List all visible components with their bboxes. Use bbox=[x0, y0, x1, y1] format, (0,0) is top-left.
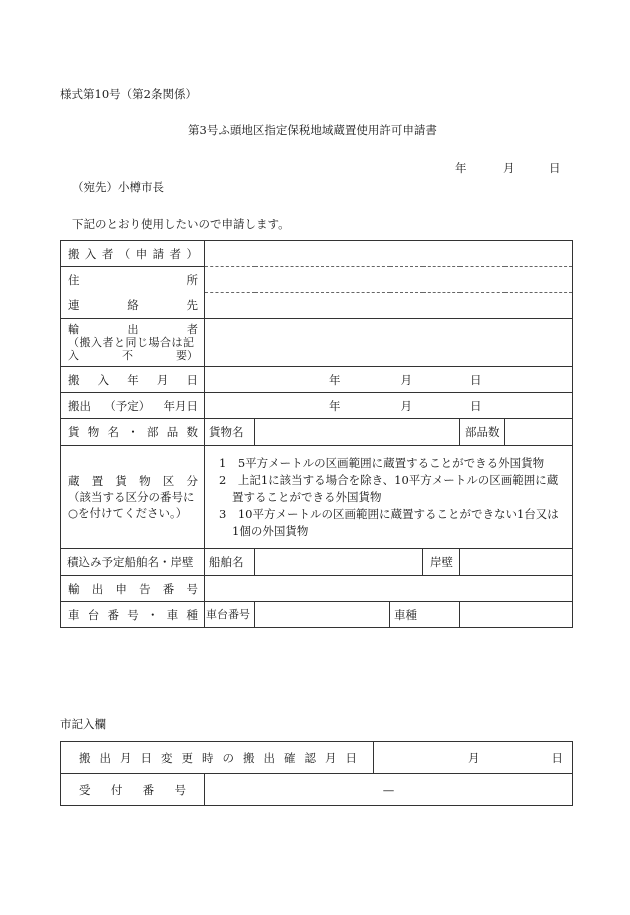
date-day: 日 bbox=[549, 161, 561, 175]
vehicle-label: 車 台 番 号 ・ 車 種 bbox=[61, 602, 205, 628]
applicant-input[interactable] bbox=[205, 241, 573, 267]
carry-out-confirm-label: 搬 出 月 日 変 更 時 の 搬 出 確 認 月 日 bbox=[61, 742, 374, 774]
date-month: 月 bbox=[503, 161, 515, 175]
carry-out-date-label: 搬出 （予定） 年月日 bbox=[61, 393, 205, 419]
goods-name-cell: 貨物名 bbox=[205, 419, 255, 446]
ship-name-cell: 船舶名 bbox=[205, 549, 255, 576]
exporter-input[interactable] bbox=[205, 319, 573, 367]
parts-count-cell: 部品数 bbox=[460, 419, 505, 446]
city-section-title: 市記入欄 bbox=[60, 717, 106, 731]
page-title: 第3号ふ頭地区指定保税地域蔵置使用許可申請書 bbox=[188, 123, 437, 137]
address-label: 住 所 bbox=[61, 267, 205, 293]
vehicle-type-input[interactable] bbox=[460, 602, 573, 628]
storage-category-label: 蔵 置 貨 物 区 分 （該当する区分の番号に ○を付けてください。） bbox=[61, 446, 205, 549]
export-declaration-input[interactable] bbox=[205, 576, 573, 602]
parts-count-input[interactable] bbox=[505, 419, 573, 446]
ship-name-input[interactable] bbox=[255, 549, 423, 576]
receipt-number-input[interactable]: — bbox=[205, 774, 573, 806]
address-input[interactable] bbox=[205, 267, 573, 293]
storage-option-2[interactable]: 2 上記1に該当する場合を除き、10平方メートルの区画範囲に蔵置することができる外国貨物 bbox=[219, 472, 559, 504]
exporter-label: 輸 出 者 （搬入者と同じ場合は記 入 不 要） bbox=[61, 319, 205, 367]
carry-out-date-input[interactable]: 年 月 日 bbox=[205, 393, 573, 419]
storage-option-1[interactable]: 1 5平方メートルの区画範囲に蔵置することができる外国貨物 bbox=[219, 455, 545, 470]
city-table bbox=[60, 741, 573, 806]
application-table bbox=[60, 240, 573, 628]
contact-label: 連 絡 先 bbox=[61, 293, 205, 319]
goods-name-input[interactable] bbox=[255, 419, 460, 446]
form-number: 様式第10号（第2条関係） bbox=[60, 87, 197, 101]
storage-options bbox=[205, 446, 573, 549]
quay-cell: 岸壁 bbox=[423, 549, 460, 576]
applicant-label: 搬 入 者 （ 申 請 者 ） bbox=[61, 241, 205, 267]
vehicle-number-input[interactable] bbox=[255, 602, 390, 628]
addressee: （宛先）小樽市長 bbox=[72, 180, 164, 194]
carry-out-confirm-input[interactable]: 月 日 bbox=[374, 742, 573, 774]
storage-option-3[interactable]: 3 10平方メートルの区画範囲に蔵置することができない1台又は1個の外国貨物 bbox=[219, 506, 559, 538]
quay-input[interactable] bbox=[460, 549, 573, 576]
vehicle-type-cell: 車種 bbox=[390, 602, 460, 628]
carry-in-date-input[interactable]: 年 月 日 bbox=[205, 367, 573, 393]
goods-label: 貨 物 名 ・ 部 品 数 bbox=[61, 419, 205, 446]
receipt-number-label: 受 付 番 号 bbox=[61, 774, 205, 806]
export-declaration-label: 輸 出 申 告 番 号 bbox=[61, 576, 205, 602]
carry-in-date-label: 搬 入 年 月 日 bbox=[61, 367, 205, 393]
vehicle-number-cell: 車台番号 bbox=[205, 602, 255, 628]
contact-input[interactable] bbox=[205, 293, 573, 319]
date-year: 年 bbox=[455, 161, 467, 175]
intro-text: 下記のとおり使用したいので申請します。 bbox=[72, 217, 290, 231]
ship-label: 積込み予定船舶名・岸壁 bbox=[61, 549, 205, 576]
